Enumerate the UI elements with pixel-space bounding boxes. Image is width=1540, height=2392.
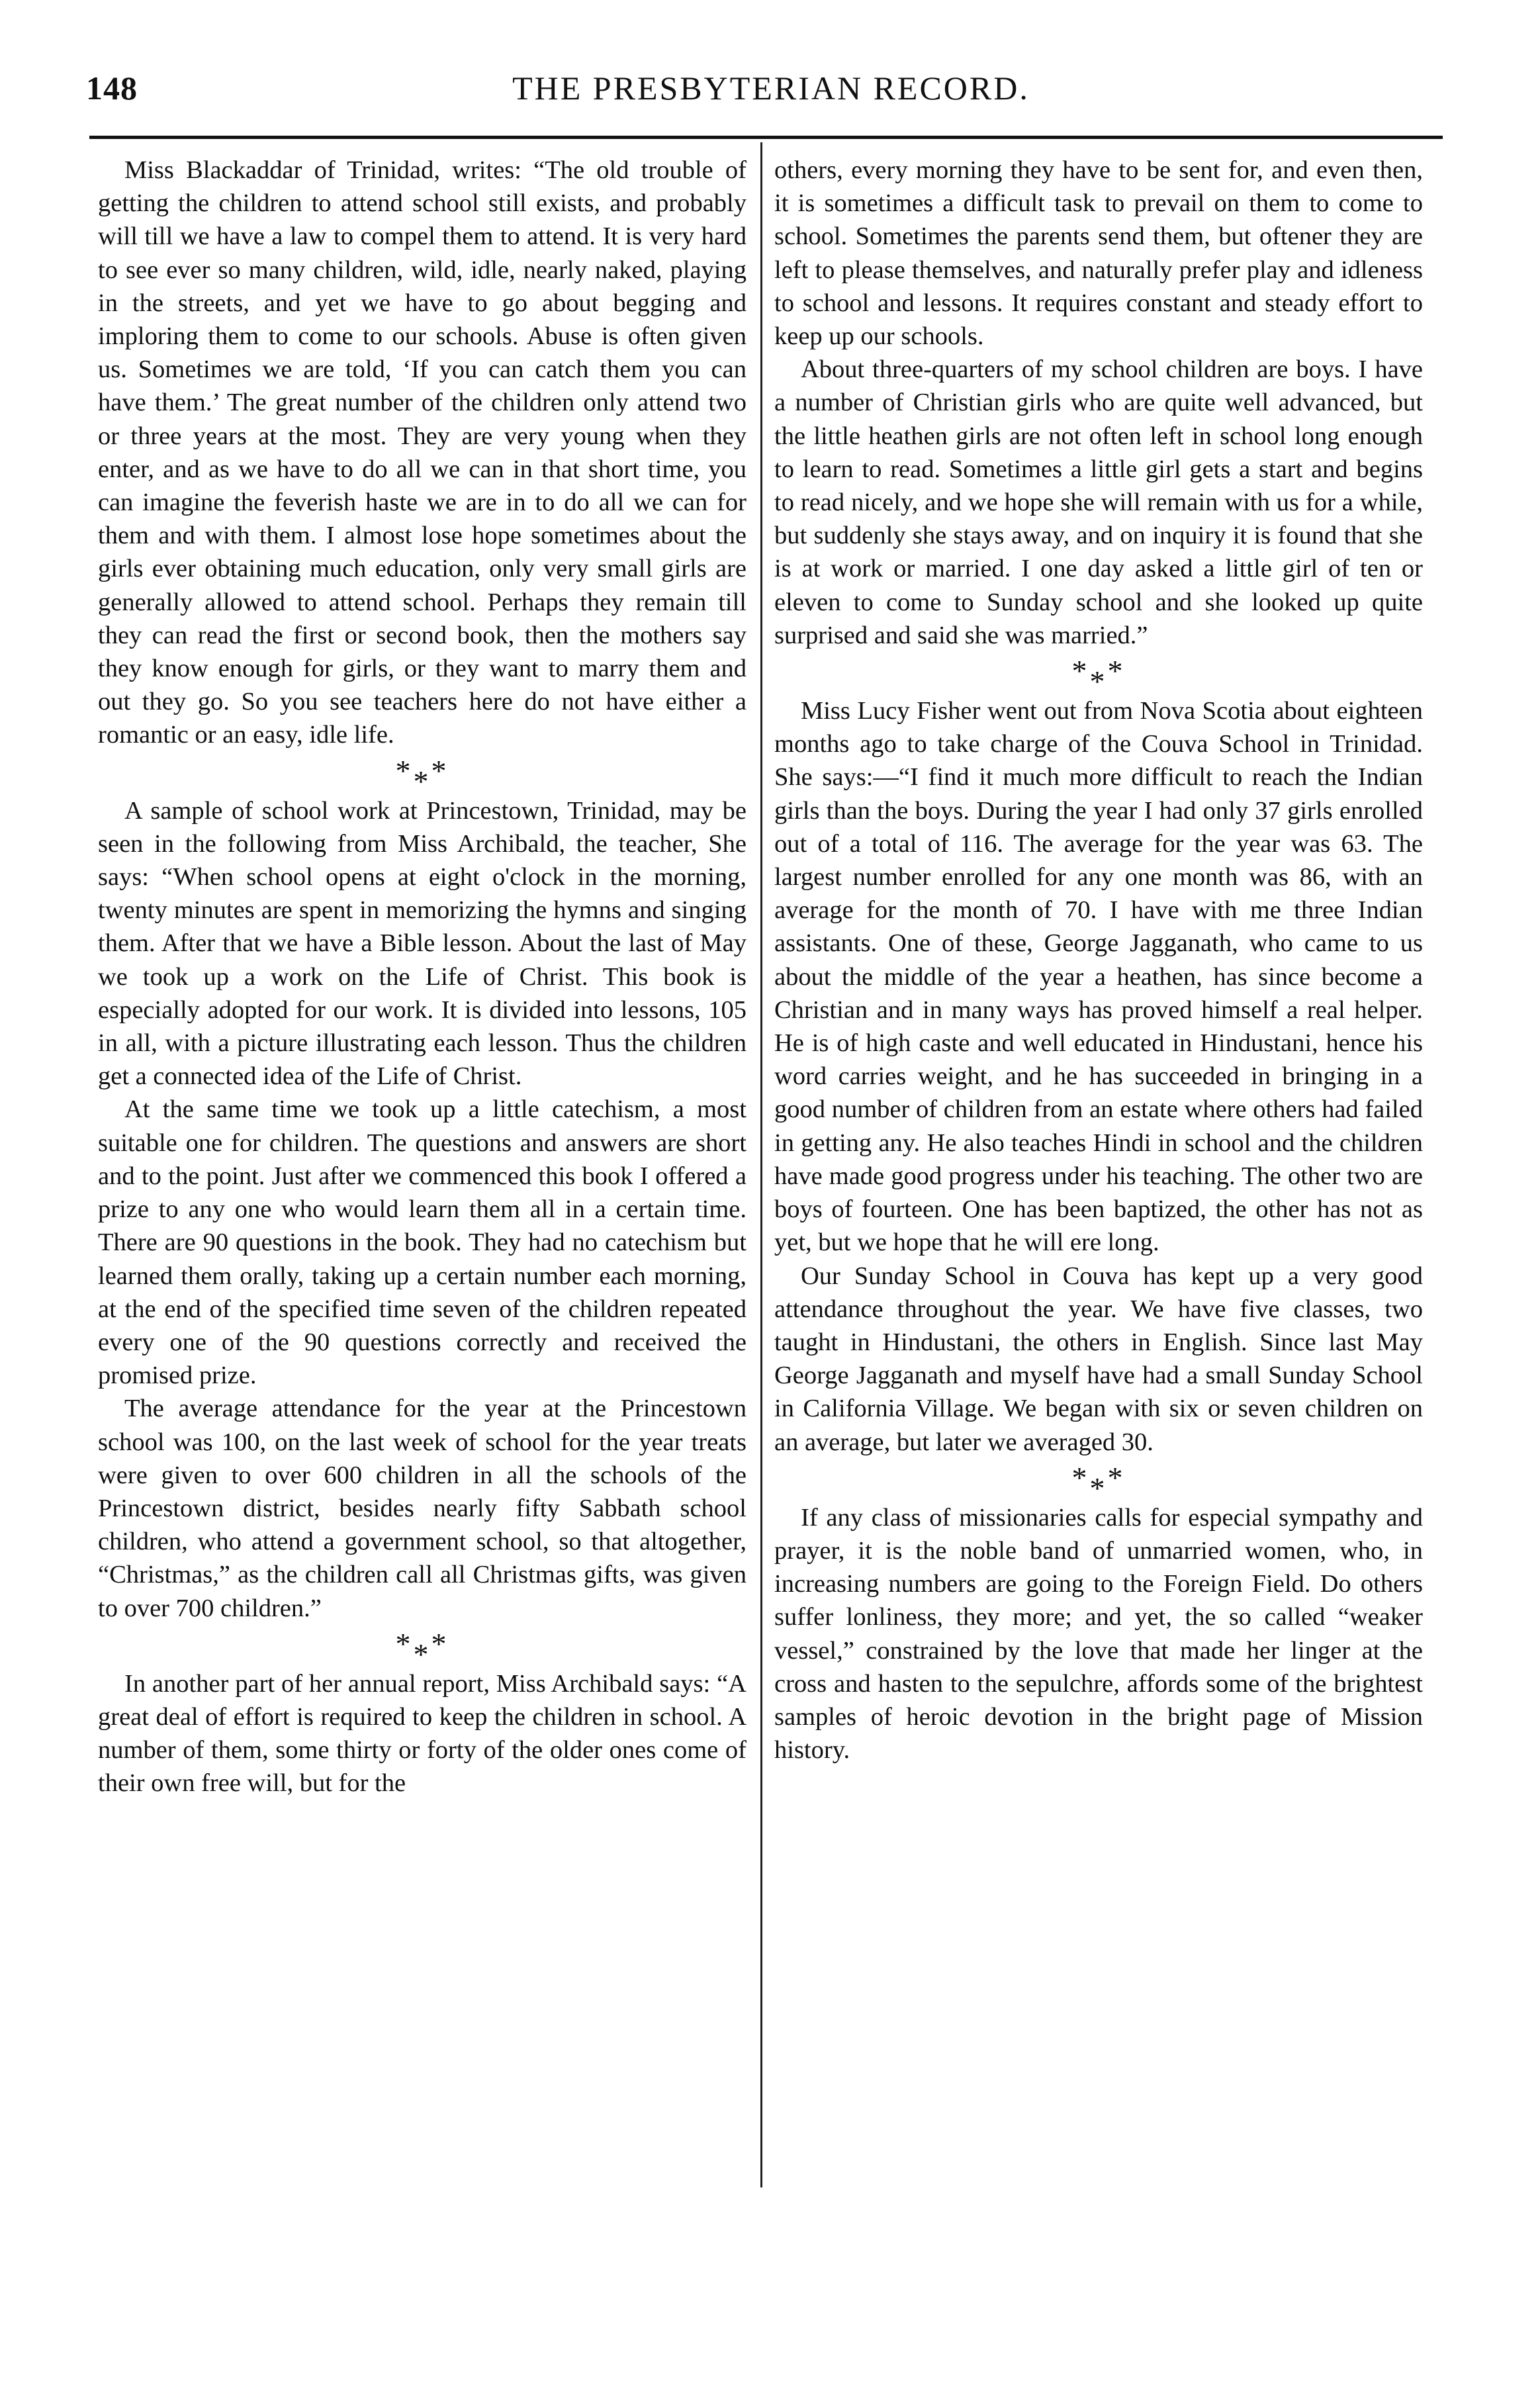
asterism-star: *: [1089, 665, 1108, 699]
asterism-divider: [774, 652, 1423, 699]
page-number: 148: [86, 69, 138, 107]
asterism-star: *: [395, 753, 414, 788]
paragraph-princestown-sample: A sample of school work at Princestown, Trinidad, may be seen in the following from Miss Archibald, the teacher, She says: “When school opens at eight o'clock in the morning, twenty minutes are spent in memorizing the hymns and singing them. After that we have a Bible lesson. About the last of May we took up a work on the Life of Christ. This book is especially adopted for our work. It is divided into lessons, 105 in all, with a picture illustrating each lesson. Thus the children get a connected idea of the Life of Christ.: [98, 796, 747, 1091]
asterism-star: *: [1107, 654, 1126, 688]
header-rule: [89, 136, 1443, 139]
paragraph-catechism: At the same time we took up a little catechism, a most suitable one for children. The questions and answers are short and to the point. Just after we commenced this book I offered a prize to any one who would learn them all in a certain time. There are 90 questions in the book. They had no catechism but learned them orally, taking up a certain number each morning, at the end of the specified time seven of the children repeated every one of the 90 questions correctly and received the promised prize.: [98, 1095, 747, 1390]
asterism-star: *: [395, 1626, 414, 1661]
asterism-star: *: [1089, 1471, 1108, 1505]
paragraph-blackaddar: Miss Blackaddar of Trinidad, writes: “The old trouble of getting the children to attend school still exists, and probably will till we have a law to compel them to attend. It is very hard to see ever so many children, wild, idle, nearly naked, playing in the streets, and yet we have to go about begging and imploring them to come to our schools. Abuse is often given us. Sometimes we are told, ‘If you can catch them you can have them.’ The great number of the children only attend two or three years at the most. They are very young when they enter, and as we have to do all we can in that short time, you can imagine the feverish haste we are in to do all we can for them and with them. I almost lose hope sometimes about the girls ever obtaining much education, only very small girls are generally allowed to attend school. Perhaps they remain till they can read the first or second book, then the mothers say they know enough for girls, or they want to marry them and out they go. So you see teachers here do not have either a romantic or an easy, idle life.: [98, 156, 747, 749]
left-column: [98, 154, 747, 1800]
column-divider: [760, 142, 762, 2187]
right-column: [774, 154, 1423, 1767]
asterism-star: *: [1071, 654, 1090, 688]
paragraph-school-children: About three-quarters of my school children are boys. I have a number of Christian girls who are quite well advanced, but the little heathen girls are not often left in school long enough to learn to read. Sometimes a little girl gets a start and begins to read nicely, and we hope she will remain with us for a while, but suddenly she stays away, and on inquiry it is found that she is at work or married. I one day asked a little girl of ten or eleven to come to Sunday school and she looked up quite surprised and said she was married.”: [774, 355, 1423, 649]
paragraph-annual-report: In another part of her annual report, Miss Archibald says: “A great deal of effort is required to keep the children in school. A number of them, some thirty or forty of the older ones come of their own free will, but for the: [98, 1669, 747, 1798]
paragraph-unmarried-women: If any class of missionaries calls for especial sympathy and prayer, it is the noble band of unmarried women, who, in increasing numbers are going to the Foreign Field. Do others suffer lonliness, they more; and yet, the so called “weaker vessel,” constrained by the love that made her linger at the cross and hasten to the sepulchre, affords some of the brightest samples of heroic devotion in the bright page of Mission history.: [774, 1503, 1423, 1765]
page-header: [86, 66, 1456, 126]
running-title: THE PRESBYTERIAN RECORD.: [512, 69, 1030, 107]
asterism-divider: [98, 1625, 747, 1671]
asterism-star: *: [431, 1626, 449, 1661]
asterism-star: *: [431, 753, 449, 788]
paragraph-sunday-school: Our Sunday School in Couva has kept up a very good attendance throughout the year. We have five classes, two taught in Hindustani, the others in English. Since last May George Jagganath and myself have had a small Sunday School in California Village. We began with six or seven children on an average, but later we averaged 30.: [774, 1262, 1423, 1456]
asterism-star: *: [1107, 1460, 1126, 1495]
asterism-star: *: [413, 1637, 431, 1671]
paragraph-continued: others, every morning they have to be sent for, and even then, it is sometimes a difficult task to prevail on them to come to school. Sometimes the parents send them, but oftener they are left to please themselves, and naturally prefer play and idleness to school and lessons. It requires constant and steady effort to keep up our schools.: [774, 156, 1423, 351]
paragraph-average-attendance: The average attendance for the year at the Princestown school was 100, on the last week of school for the year treats were given to over 600 children in all the schools of the Princestown district, besides nearly fifty Sabbath school children, who attend a government school, so that altogether, “Christmas,” as the children call all Christmas gifts, was given to over 700 children.”: [98, 1395, 747, 1622]
asterism-divider: [774, 1459, 1423, 1505]
asterism-star: *: [413, 764, 431, 798]
asterism-star: *: [1071, 1460, 1090, 1495]
asterism-divider: [98, 752, 747, 798]
paragraph-lucy-fisher: Miss Lucy Fisher went out from Nova Scotia about eighteen months ago to take charge of the Couva School in Trinidad. She says:—“I find it much more difficult to reach the Indian girls than the boys. During the year I had only 37 girls enrolled out of a total of 116. The average for the year was 63. The largest number enrolled for any one month was 86, with an average for the month of 70. I have with me three Indian assistants. One of these, George Jagganath, who came to us about the middle of the year a heathen, has since become a Christian and in many ways has proved himself a real helper. He is of high caste and well educated in Hindustani, hence his word carries weight, and he has succeeded in bringing in a good number of children from an estate where others had failed in getting any. He also teaches Hindi in school and the children have made good progress under his teaching. The other two are boys of fourteen. One has been baptized, the other has not as yet, but we hope that he will ere long.: [774, 697, 1423, 1257]
